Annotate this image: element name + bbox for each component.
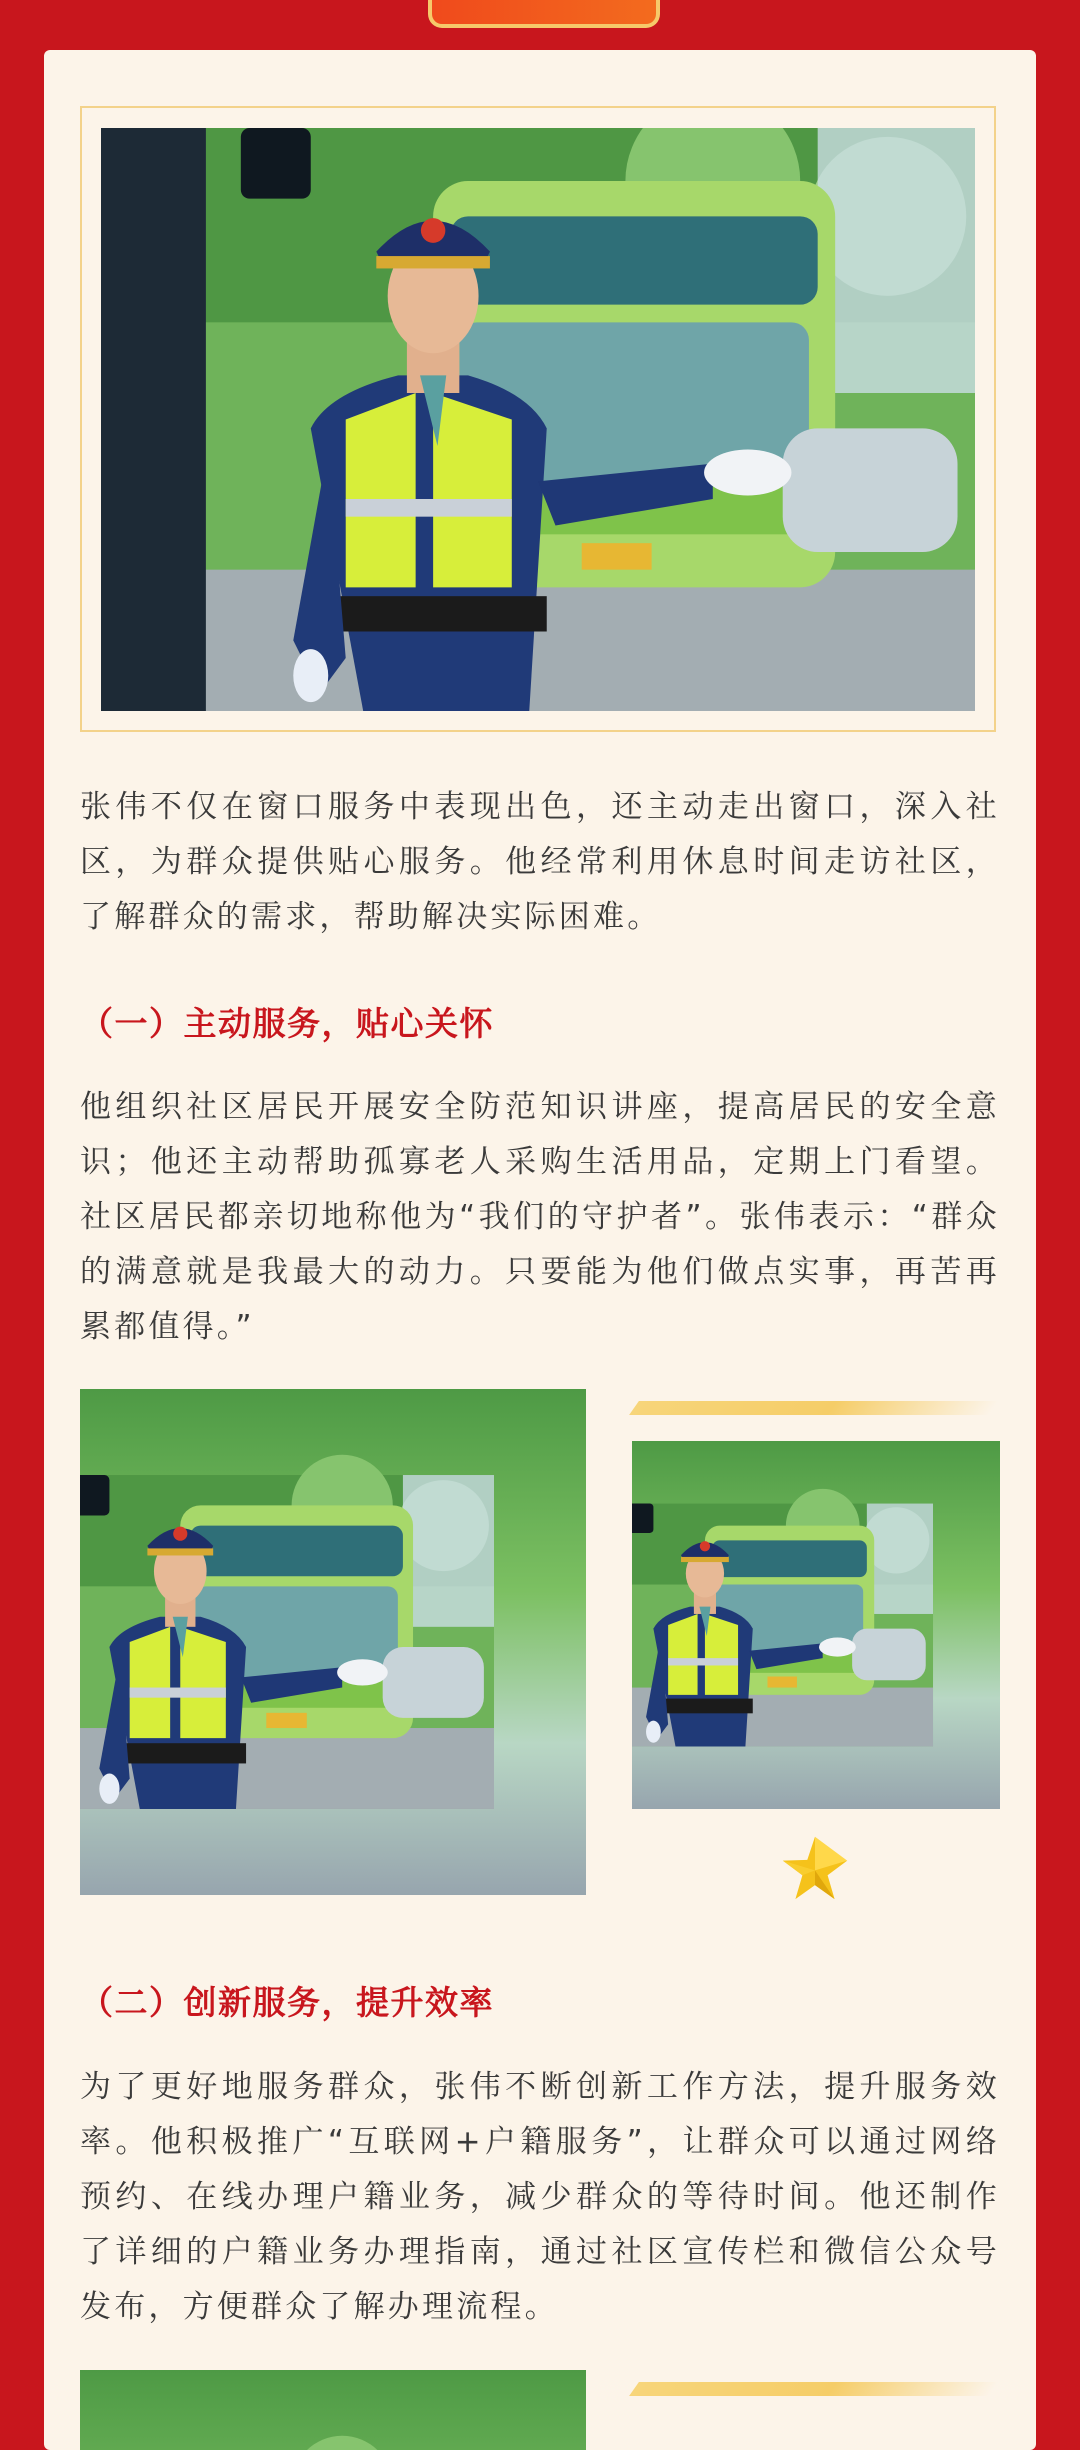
section-1-heading: （一）主动服务，贴心关怀 bbox=[80, 1004, 494, 1043]
header-tab bbox=[428, 0, 660, 28]
section-2-paragraph: 为了更好地服务群众，张伟不断创新工作方法，提升服务效率。他积极推广“互联网+户籍服务”，让群众可以通过网络预约、在线办理户籍业务，减少群众的等待时间。他还制作了详细的户籍业务办理指南，通过社区宣传栏和微信公众号发布，方便群众了解办理流程。 bbox=[80, 2069, 1000, 2325]
hero-photo bbox=[101, 128, 975, 711]
officer-photo-large bbox=[80, 1389, 586, 1895]
officer-photo-bottom bbox=[80, 2370, 586, 2450]
intro-paragraph: 张伟不仅在窗口服务中表现出色，还主动走出窗口，深入社区，为群众提供贴心服务。他经常利用休息时间走访社区，了解群众的需求，帮助解决实际困难。 bbox=[80, 789, 1000, 935]
section-1-paragraph: 他组织社区居民开展安全防范知识讲座，提高居民的安全意识；他还主动帮助孤寡老人采购生活用品，定期上门看望。社区居民都亲切地称他为“我们的守护者”。张伟表示：“群众的满意就是我最大的动力。只要能为他们做点实事，再苦再累都值得。” bbox=[80, 1089, 1000, 1345]
section-2-heading: （二）创新服务，提升效率 bbox=[80, 1983, 494, 2022]
gold-star-icon bbox=[780, 1834, 850, 1904]
gold-deco-bar bbox=[629, 1401, 999, 1415]
gold-deco-bar-bottom bbox=[629, 2382, 999, 2396]
article-card bbox=[44, 50, 1036, 2450]
officer-photo-small bbox=[632, 1441, 1000, 1809]
